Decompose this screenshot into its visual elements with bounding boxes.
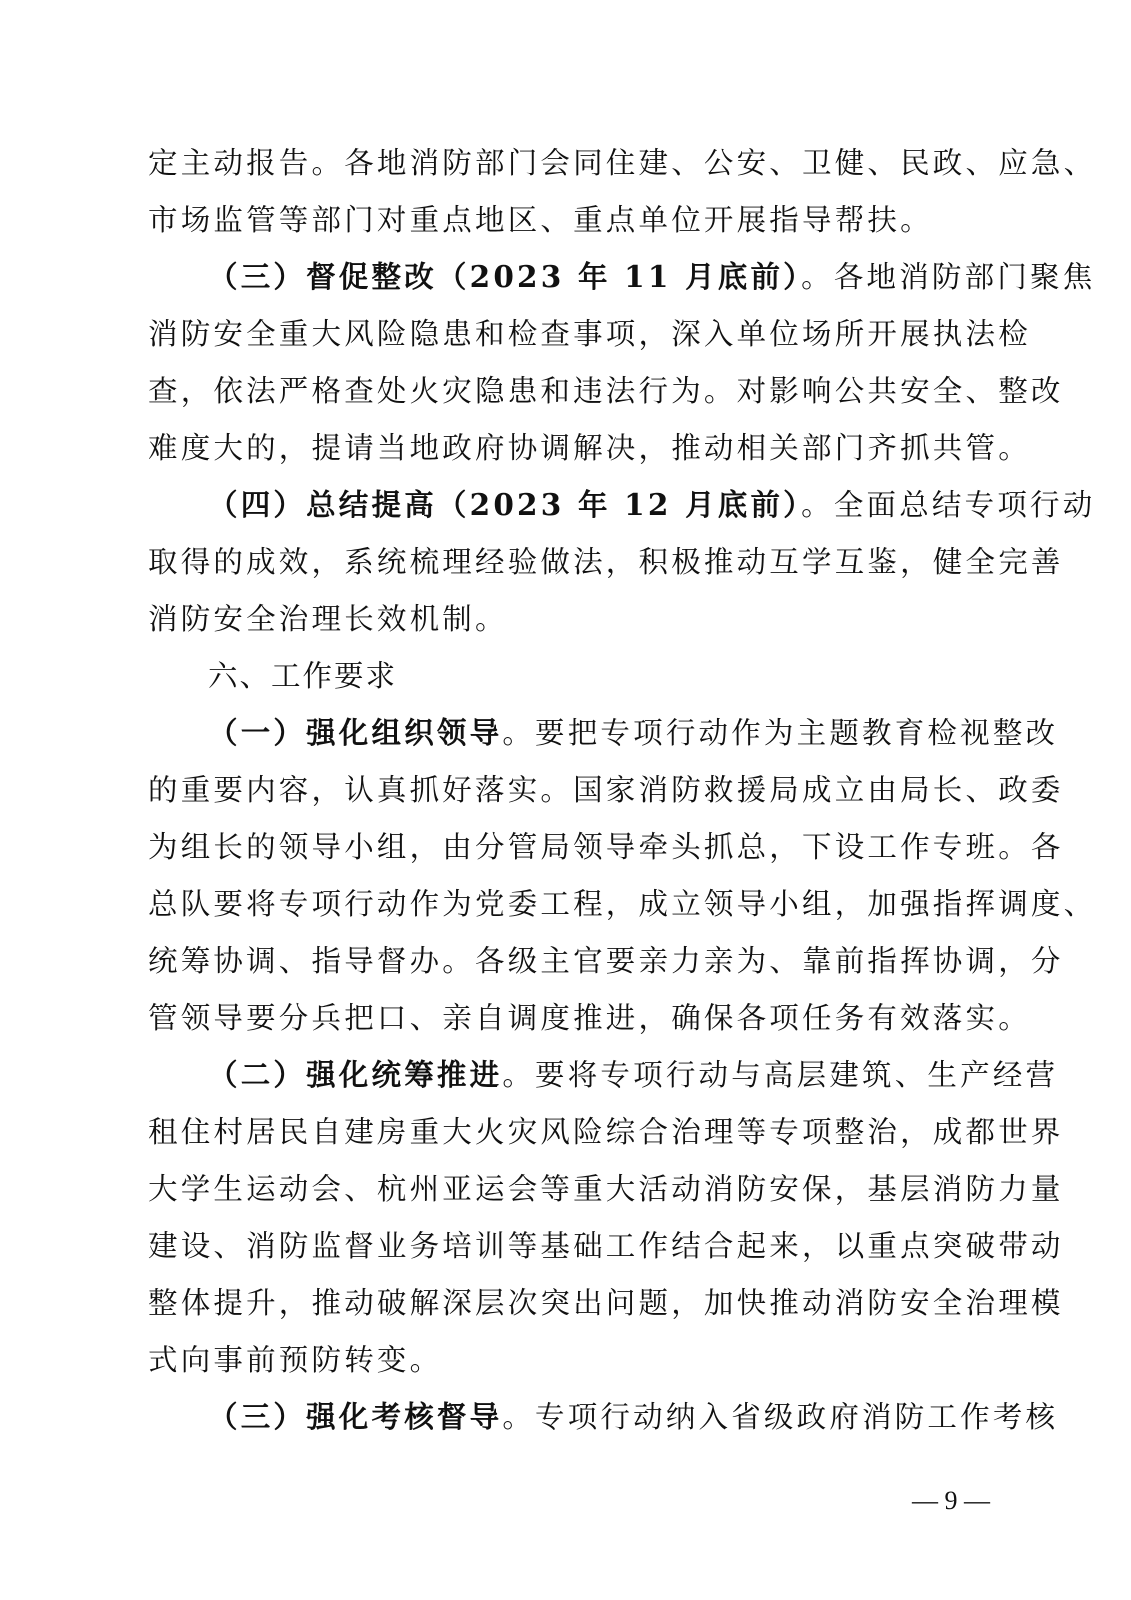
body-line: 市场监管等部门对重点地区、重点单位开展指导帮扶。: [148, 203, 933, 237]
paragraph-section-3-first-line: [208, 257, 1096, 297]
chapter-heading: 六、工作要求: [208, 659, 398, 693]
paragraph-req-2-first-line: [208, 1055, 1059, 1095]
body-line: 的重要内容，认真抓好落实。国家消防救援局成立由局长、政委: [148, 773, 1064, 807]
section-4-lead: 。全面总结专项行动: [801, 488, 1096, 522]
paragraph-req-3-first-line: [208, 1397, 1059, 1437]
paragraph-req-1-first-line: [208, 713, 1059, 753]
body-line: 建设、消防监督业务培训等基础工作结合起来，以重点突破带动: [148, 1229, 1064, 1263]
req-1-lead: 。要把专项行动作为主题教育检视整改: [502, 716, 1059, 750]
body-line: 租住村居民自建房重大火灾风险综合治理等专项整治，成都世界: [148, 1115, 1064, 1149]
section-3-lead: 。各地消防部门聚焦: [801, 260, 1096, 294]
body-line: 整体提升，推动破解深层次突出问题，加快推动消防安全治理模: [148, 1286, 1064, 1320]
req-2-heading: （二）强化统筹推进: [208, 1057, 503, 1092]
req-3-heading: （三）强化考核督导: [208, 1399, 503, 1434]
req-2-lead: 。要将专项行动与高层建筑、生产经营: [502, 1058, 1059, 1092]
body-line: 查，依法严格查处火灾隐患和违法行为。对影响公共安全、整改: [148, 374, 1064, 408]
section-4-heading: （四）总结提高（2023 年 12 月底前）: [208, 487, 802, 522]
section-3-heading: （三）督促整改（2023 年 11 月底前）: [208, 259, 802, 294]
body-line: 总队要将专项行动作为党委工程，成立领导小组，加强指挥调度、: [148, 887, 1097, 921]
body-line: 定主动报告。各地消防部门会同住建、公安、卫健、民政、应急、: [148, 146, 1097, 180]
body-line: 难度大的，提请当地政府协调解决，推动相关部门齐抓共管。: [148, 431, 1031, 465]
body-line: 大学生运动会、杭州亚运会等重大活动消防安保，基层消防力量: [148, 1172, 1064, 1206]
body-line: 消防安全重大风险隐患和检查事项，深入单位场所开展执法检: [148, 317, 1031, 351]
page-number: — 9 —: [912, 1486, 990, 1515]
req-1-heading: （一）强化组织领导: [208, 715, 503, 750]
body-line: 式向事前预防转变。: [148, 1343, 443, 1377]
req-3-lead: 。专项行动纳入省级政府消防工作考核: [502, 1400, 1059, 1434]
body-line: 统筹协调、指导督办。各级主官要亲力亲为、靠前指挥协调，分: [148, 944, 1064, 978]
body-line: 取得的成效，系统梳理经验做法，积极推动互学互鉴，健全完善: [148, 545, 1064, 579]
body-line: 为组长的领导小组，由分管局领导牵头抓总，下设工作专班。各: [148, 830, 1064, 864]
body-line: 管领导要分兵把口、亲自调度推进，确保各项任务有效落实。: [148, 1001, 1031, 1035]
body-line: 消防安全治理长效机制。: [148, 602, 508, 636]
paragraph-section-4-first-line: [208, 485, 1096, 525]
